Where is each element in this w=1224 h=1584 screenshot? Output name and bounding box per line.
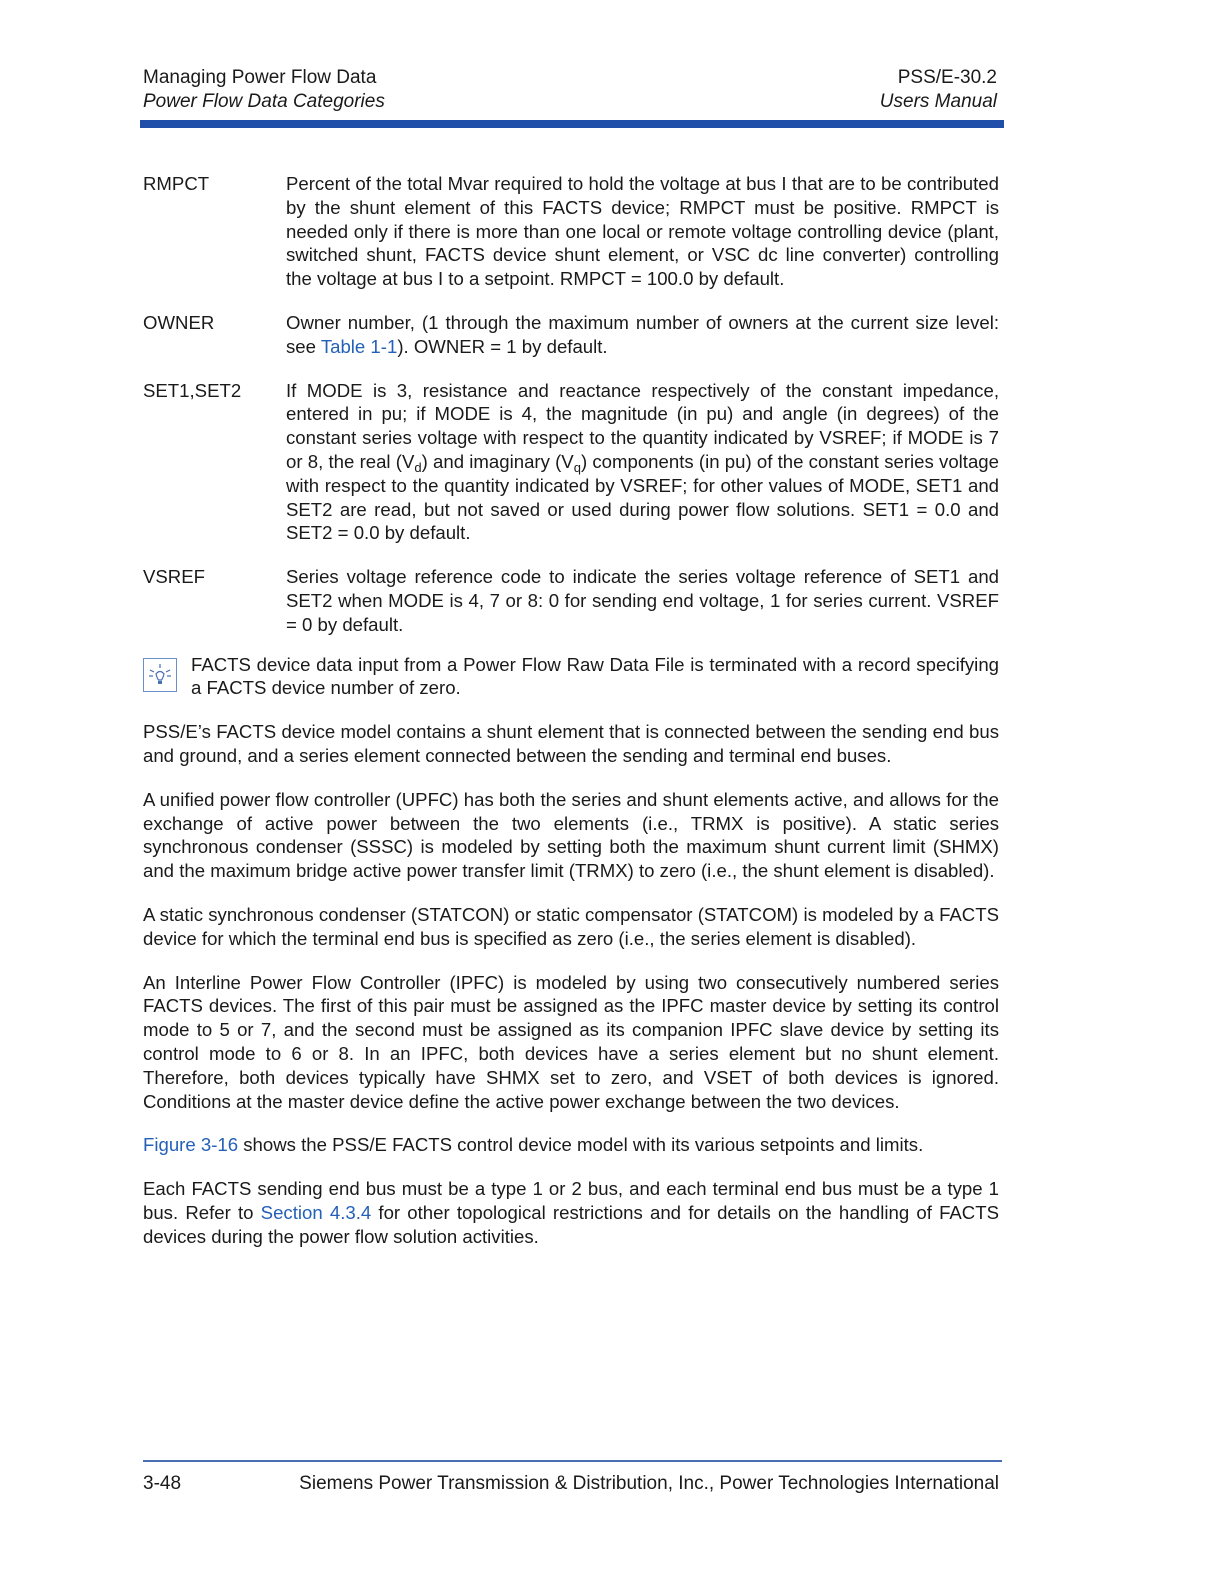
definition-vsref — [143, 565, 999, 636]
definition-text — [286, 311, 999, 359]
paragraph-text: Each FACTS sending end bus must be a type 1 or 2 bus, and each terminal end bus must be a type 1 bus. Refer to — [143, 1178, 999, 1223]
subscript-q: q — [573, 459, 581, 475]
paragraph-upfc: A unified power flow controller (UPFC) has both the series and shunt elements active, and allows for the exchange of active power between the two elements (i.e., TRMX is positive). A static series synchronous condenser (SSSC) is modeled by setting both the maximum shunt current limit (SHMX) and the maximum bridge active power transfer limit (TRMX) to zero (i.e., the shunt element is disabled). — [143, 788, 999, 882]
definition-text-part: If MODE is 3, resistance and reactance respectively of the constant impedance, entered in pu; if MODE is 4, the magnitude (in pu) and angle (in degrees) of the constant series voltage with respect to the quantity indicated by VSREF; if MODE is 7 or 8, the real (V — [286, 379, 999, 472]
table-1-1-link[interactable]: Table 1-1 — [320, 335, 398, 357]
definition-text — [286, 379, 999, 546]
definition-text-part: Owner number, (1 through the maximum number of owners at the current size level: see — [286, 311, 999, 357]
definition-term: VSREF — [143, 566, 205, 588]
definition-text-part: ). OWNER = 1 by default. — [397, 335, 608, 357]
paragraph-figure-ref — [143, 1133, 999, 1157]
paragraph-facts-model: PSS/E’s FACTS device model contains a shunt element that is connected between the sending end bus and ground, and a series element connected between the sending and terminal end buses. — [143, 721, 999, 766]
header-rule — [140, 120, 1004, 128]
paragraph-bus-types — [143, 1177, 999, 1248]
definition-term: SET1,SET2 — [143, 379, 242, 401]
page-number: 3-48 — [143, 1473, 182, 1494]
page-content — [143, 172, 999, 1268]
definition-set1-set2 — [143, 379, 999, 546]
header-right — [880, 66, 997, 114]
chapter-title: Managing Power Flow Data — [143, 67, 377, 88]
paragraph-text: for other topological restrictions and for details on the handling of FACTS devices during the power flow solution activities. — [143, 1201, 999, 1247]
lightbulb-icon — [143, 658, 177, 692]
section-4-3-4-link[interactable]: Section 4.3.4 — [260, 1201, 372, 1223]
definition-rmpct — [143, 172, 999, 291]
paragraph-ipfc: An Interline Power Flow Controller (IPFC) is modeled by using two consecutively numbered series FACTS devices. The first of this pair must be assigned as the IPFC master device by setting its control mode to 5 or 7, and the second must be assigned as its companion IPFC slave device by setting its control mode to 6 or 8. In an IPFC, both devices have a series element but no shunt element. Therefore, both devices typically have SHMX set to zero, and VSET of both devices is ignored. Conditions at the master device define the active power exchange between the two devices. — [143, 971, 999, 1112]
definition-term: OWNER — [143, 311, 215, 333]
definition-text-part: ) and imaginary (V — [421, 450, 574, 472]
footer-organization: Siemens Power Transmission & Distribution, Inc., Power Technologies International — [299, 1473, 999, 1494]
definition-text: Series voltage reference code to indicate the series voltage reference of SET1 and SET2 when MODE is 4, 7 or 8: 0 for sending end voltage, 1 for series current. VSREF = 0 by default. — [286, 566, 999, 635]
definition-owner — [143, 311, 999, 359]
section-title: Power Flow Data Categories — [143, 91, 385, 112]
definition-text: Percent of the total Mvar required to hold the voltage at bus I that are to be contributed by the shunt element of this FACTS device; RMPCT must be positive. RMPCT is needed only if there is more than one local or remote voltage controlling device (plant, switched shunt, FACTS device shunt element, or VSC dc line converter) controlling the voltage at bus I to a setpoint. RMPCT = 100.0 by default. — [286, 173, 999, 290]
note-text: FACTS device data input from a Power Flow Raw Data File is terminated with a record specifying a FACTS device number of zero. — [191, 653, 999, 699]
paragraph-text: shows the PSS/E FACTS control device model with its various setpoints and limits. — [238, 1134, 924, 1156]
footer-rule — [143, 1460, 1002, 1462]
product-name: PSS/E-30.2 — [897, 67, 997, 88]
paragraph-statcon: A static synchronous condenser (STATCON) or static compensator (STATCOM) is modeled by a FACTS device for which the terminal end bus is specified as zero (i.e., the series element is disabled). — [143, 903, 999, 949]
subscript-d: d — [414, 459, 422, 475]
definition-term: RMPCT — [143, 173, 210, 194]
note-block — [143, 653, 999, 701]
figure-3-16-link[interactable]: Figure 3-16 — [143, 1134, 239, 1156]
header-left — [143, 66, 385, 114]
manual-name: Users Manual — [879, 91, 997, 112]
definition-text-part: ) components (in pu) of the constant series voltage with respect to the quantity indicated by VSREF; for other values of MODE, SET1 and SET2 are read, but not saved or used during power flow solutions. SET1 = 0.0 and SET2 = 0.0 by default. — [286, 450, 999, 544]
